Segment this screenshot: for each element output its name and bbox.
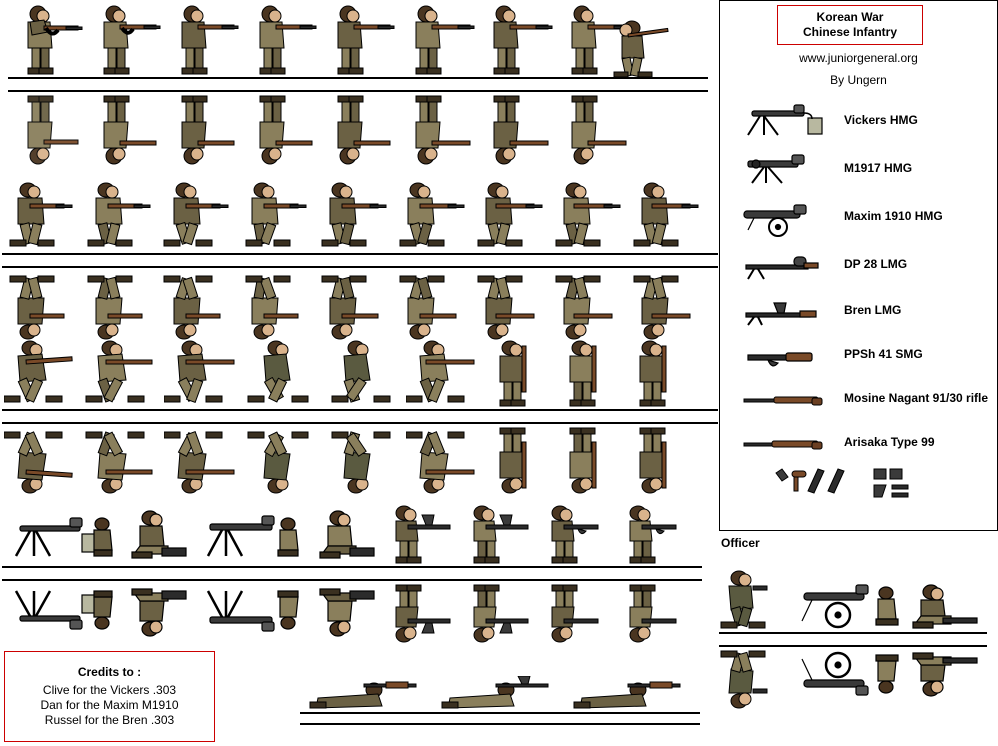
hmg-crew-vickers — [6, 500, 116, 566]
title-line-1: Korean War — [816, 10, 884, 24]
ppsh41-smg-icon — [734, 335, 839, 377]
hmg-crew-m1917-reflection — [196, 581, 306, 647]
legend-label: Maxim 1910 HMG — [844, 209, 943, 223]
soldier-standing-rifle — [556, 338, 632, 410]
ground-line — [300, 723, 700, 725]
soldier-advancing — [6, 180, 82, 254]
officer-label: Officer — [721, 536, 760, 550]
legend-label: M1917 HMG — [844, 161, 913, 175]
hmg-crew-vickers-reflection — [6, 581, 116, 647]
legend-row — [734, 197, 984, 239]
legend-label: PPSh 41 SMG — [844, 347, 923, 361]
credits-title: Credits to : — [77, 665, 142, 679]
soldier-marching — [608, 20, 688, 80]
soldier-running-reflection — [326, 424, 406, 496]
soldier-advancing — [240, 180, 316, 254]
soldier-prone — [430, 676, 560, 714]
soldier-advancing-reflection — [474, 268, 550, 342]
soldier-prone — [298, 676, 428, 714]
legend-label: Bren LMG — [844, 303, 902, 317]
legend-label: Arisaka Type 99 — [844, 435, 935, 449]
hmg-crew-ammo-bearer-reflection — [310, 581, 380, 639]
soldier-standing-firing-reflection — [10, 92, 86, 168]
legend-label: Vickers HMG — [844, 113, 918, 127]
hmg-crew-kneeling — [905, 582, 985, 634]
mosin-nagant-icon — [734, 379, 839, 421]
maxim-crew — [790, 575, 910, 633]
soldier-advancing-reflection — [162, 268, 238, 342]
spare-parts-icon — [734, 467, 964, 509]
maxim-crew-reflection — [790, 647, 910, 705]
soldier-advancing-reflection — [396, 268, 472, 342]
soldier-standing-firing — [244, 2, 320, 78]
soldier-standing-firing — [10, 2, 86, 78]
soldier-advancing — [396, 180, 472, 254]
soldier-standing-firing-reflection — [556, 92, 632, 168]
hmg-crew-ammo-bearer — [310, 508, 380, 566]
legend-row — [734, 245, 984, 287]
soldier-smg-standing-reflection — [616, 581, 692, 643]
soldier-advancing — [84, 180, 160, 254]
soldier-standing-rifle — [486, 338, 562, 410]
soldier-advancing-reflection — [6, 268, 82, 342]
soldier-standing-firing-reflection — [322, 92, 398, 168]
soldier-standing-firing-reflection — [478, 92, 554, 168]
soldier-lmg-standing — [460, 505, 536, 567]
soldier-advancing — [474, 180, 550, 254]
soldier-charging-reflection — [164, 424, 244, 496]
soldier-charging — [4, 338, 84, 410]
soldier-running — [326, 338, 406, 410]
soldier-advancing — [552, 180, 628, 254]
legend-panel — [719, 0, 998, 531]
title-box — [777, 5, 923, 45]
m1917-hmg-icon — [734, 149, 839, 191]
legend-row — [734, 291, 984, 333]
author-text: By Ungern — [830, 73, 887, 87]
legend-row — [734, 423, 984, 465]
hmg-crew-kneeling-reflection — [905, 647, 985, 699]
officer-figure — [715, 568, 785, 632]
soldier-advancing — [318, 180, 394, 254]
soldier-advancing-reflection — [240, 268, 316, 342]
soldier-prone — [562, 676, 692, 714]
credits-box — [4, 651, 215, 742]
hmg-crew-loader — [122, 508, 192, 566]
soldier-standing-firing — [400, 2, 476, 78]
maxim-1910-hmg-icon — [734, 197, 839, 239]
soldier-advancing-reflection — [552, 268, 628, 342]
soldier-standing-rifle-reflection — [626, 424, 702, 496]
soldier-charging-reflection — [4, 424, 84, 496]
credits-line: Clive for the Vickers .303 — [42, 683, 177, 697]
hmg-crew-m1917 — [196, 500, 306, 566]
legend-row — [734, 149, 984, 191]
soldier-running-reflection — [246, 424, 326, 496]
soldier-smg-standing — [616, 505, 692, 567]
soldier-charging — [84, 338, 164, 410]
title-line-2: Chinese Infantry — [802, 25, 898, 39]
soldier-standing-firing-reflection — [88, 92, 164, 168]
soldier-standing-rifle — [626, 338, 702, 410]
soldier-charging — [406, 338, 486, 410]
soldier-charging-reflection — [406, 424, 486, 496]
legend-parts-row — [734, 467, 984, 509]
soldier-standing-rifle-reflection — [486, 424, 562, 496]
soldier-standing-firing — [478, 2, 554, 78]
soldier-lmg-standing — [382, 505, 458, 567]
credits-line: Dan for the Maxim M1910 — [40, 698, 179, 712]
legend-row — [734, 335, 984, 377]
soldier-standing-rifle-reflection — [556, 424, 632, 496]
soldier-charging — [164, 338, 244, 410]
legend-row — [734, 379, 989, 421]
soldier-running — [246, 338, 326, 410]
soldier-smg-standing — [538, 505, 614, 567]
soldier-lmg-standing-reflection — [460, 581, 536, 643]
soldier-advancing — [162, 180, 238, 254]
soldier-standing-firing-reflection — [400, 92, 476, 168]
arisaka-type99-icon — [734, 423, 839, 465]
soldier-lmg-standing-reflection — [382, 581, 458, 643]
soldier-standing-firing — [166, 2, 242, 78]
soldier-standing-firing — [88, 2, 164, 78]
hmg-crew-loader-reflection — [122, 581, 192, 639]
legend-label: Mosine Nagant 91/30 rifle — [844, 391, 989, 405]
legend-row — [734, 101, 984, 143]
dp28-lmg-icon — [734, 245, 839, 287]
soldier-standing-firing — [322, 2, 398, 78]
soldier-charging-reflection — [84, 424, 164, 496]
officer-figure-reflection — [715, 647, 785, 711]
soldier-advancing-reflection — [84, 268, 160, 342]
soldier-advancing — [630, 180, 706, 254]
website-text: www.juniorgeneral.org — [799, 51, 918, 65]
vickers-hmg-icon — [734, 101, 839, 143]
bren-lmg-icon — [734, 291, 839, 333]
soldier-advancing-reflection — [630, 268, 706, 342]
soldier-smg-standing-reflection — [538, 581, 614, 643]
legend-label: DP 28 LMG — [844, 257, 908, 271]
soldier-advancing-reflection — [318, 268, 394, 342]
soldier-standing-firing-reflection — [166, 92, 242, 168]
soldier-standing-firing-reflection — [244, 92, 320, 168]
credits-line: Russel for the Bren .303 — [44, 713, 175, 727]
